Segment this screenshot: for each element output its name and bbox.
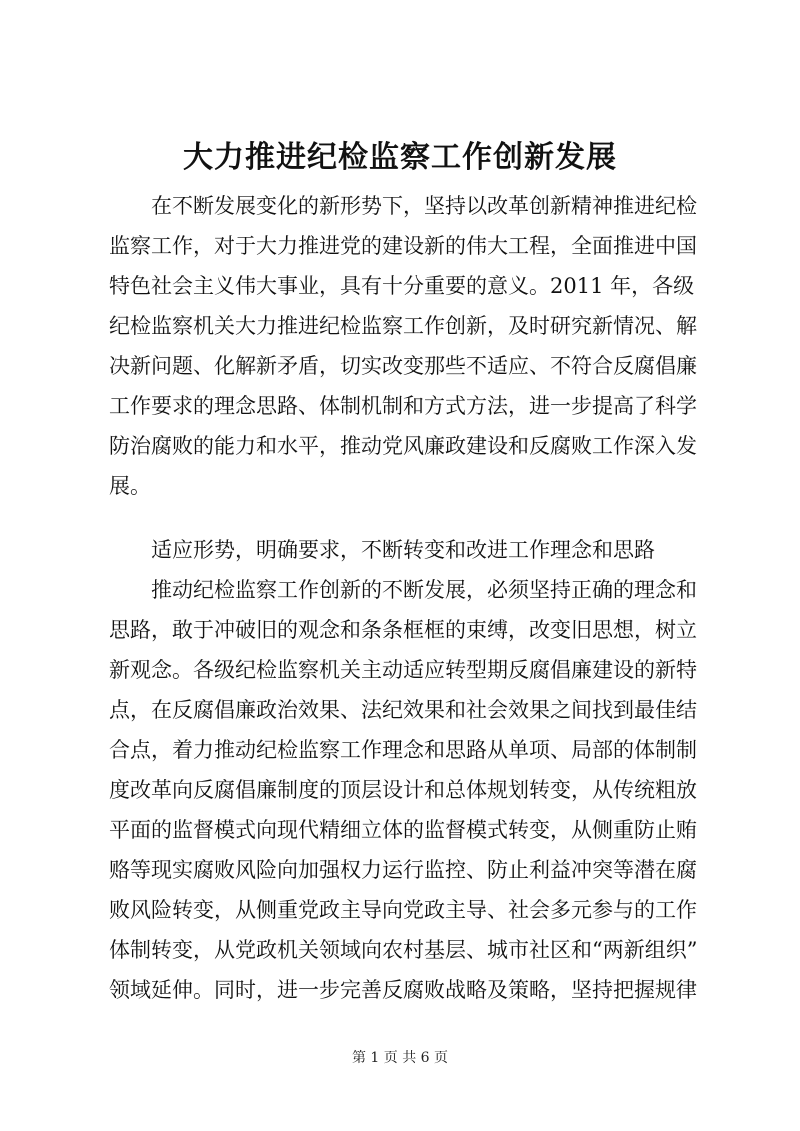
text-line: 合点，着力推动纪检监察工作理念和思路从单项、局部的体制制: [109, 738, 697, 762]
text-line: 思路，敢于冲破旧的观念和条条框框的束缚，改变旧思想，树立: [109, 618, 697, 642]
text-line: 特色社会主义伟大事业，具有十分重要的意义。2011 年，各级: [109, 274, 695, 298]
text-line: 平面的监督模式向现代精细立体的监督模式转变，从侧重防止贿: [109, 818, 697, 842]
section-heading-text: 适应形势，明确要求，不断转变和改进工作理念和思路: [151, 538, 655, 562]
text-line: 展。: [109, 474, 151, 498]
text-line: 领域延伸。同时，进一步完善反腐败战略及策略，坚持把握规律: [109, 978, 697, 1002]
paragraph-gap: [109, 506, 689, 530]
text-line: 监察工作，对于大力推进党的建设新的伟大工程，全面推进中国: [109, 234, 697, 258]
text-line: 体制转变，从党政机关领域向农村基层、城市社区和“两新组织”: [109, 938, 698, 962]
text-line: 在不断发展变化的新形势下，坚持以改革创新精神推进纪检: [151, 194, 697, 218]
document-body: [109, 186, 698, 1010]
paragraph: [109, 186, 697, 506]
text-line: 纪检监察机关大力推进纪检监察工作创新，及时研究新情况、解: [109, 314, 697, 338]
page-title: 大力推进纪检监察工作创新发展: [183, 140, 617, 175]
paragraph: [109, 570, 698, 1010]
text-line: 推动纪检监察工作创新的不断发展，必须坚持正确的理念和: [151, 578, 697, 602]
page-number: 第 1 页 共 6 页: [351, 1050, 449, 1066]
text-line: 点，在反腐倡廉政治效果、法纪效果和社会效果之间找到最佳结: [109, 698, 697, 722]
text-line: 度改革向反腐倡廉制度的顶层设计和总体规划转变，从传统粗放: [109, 778, 697, 802]
text-line: 工作要求的理念思路、体制机制和方式方法，进一步提高了科学: [109, 394, 697, 418]
text-line: 防治腐败的能力和水平，推动党风廉政建设和反腐败工作深入发: [109, 434, 697, 458]
section-heading: [109, 530, 689, 570]
text-line: 赂等现实腐败风险向加强权力运行监控、防止利益冲突等潜在腐: [109, 858, 697, 882]
text-line: 新观念。各级纪检监察机关主动适应转型期反腐倡廉建设的新特: [109, 658, 697, 682]
text-line: 败风险转变，从侧重党政主导向党政主导、社会多元参与的工作: [109, 898, 697, 922]
text-line: 决新问题、化解新矛盾，切实改变那些不适应、不符合反腐倡廉: [109, 354, 697, 378]
